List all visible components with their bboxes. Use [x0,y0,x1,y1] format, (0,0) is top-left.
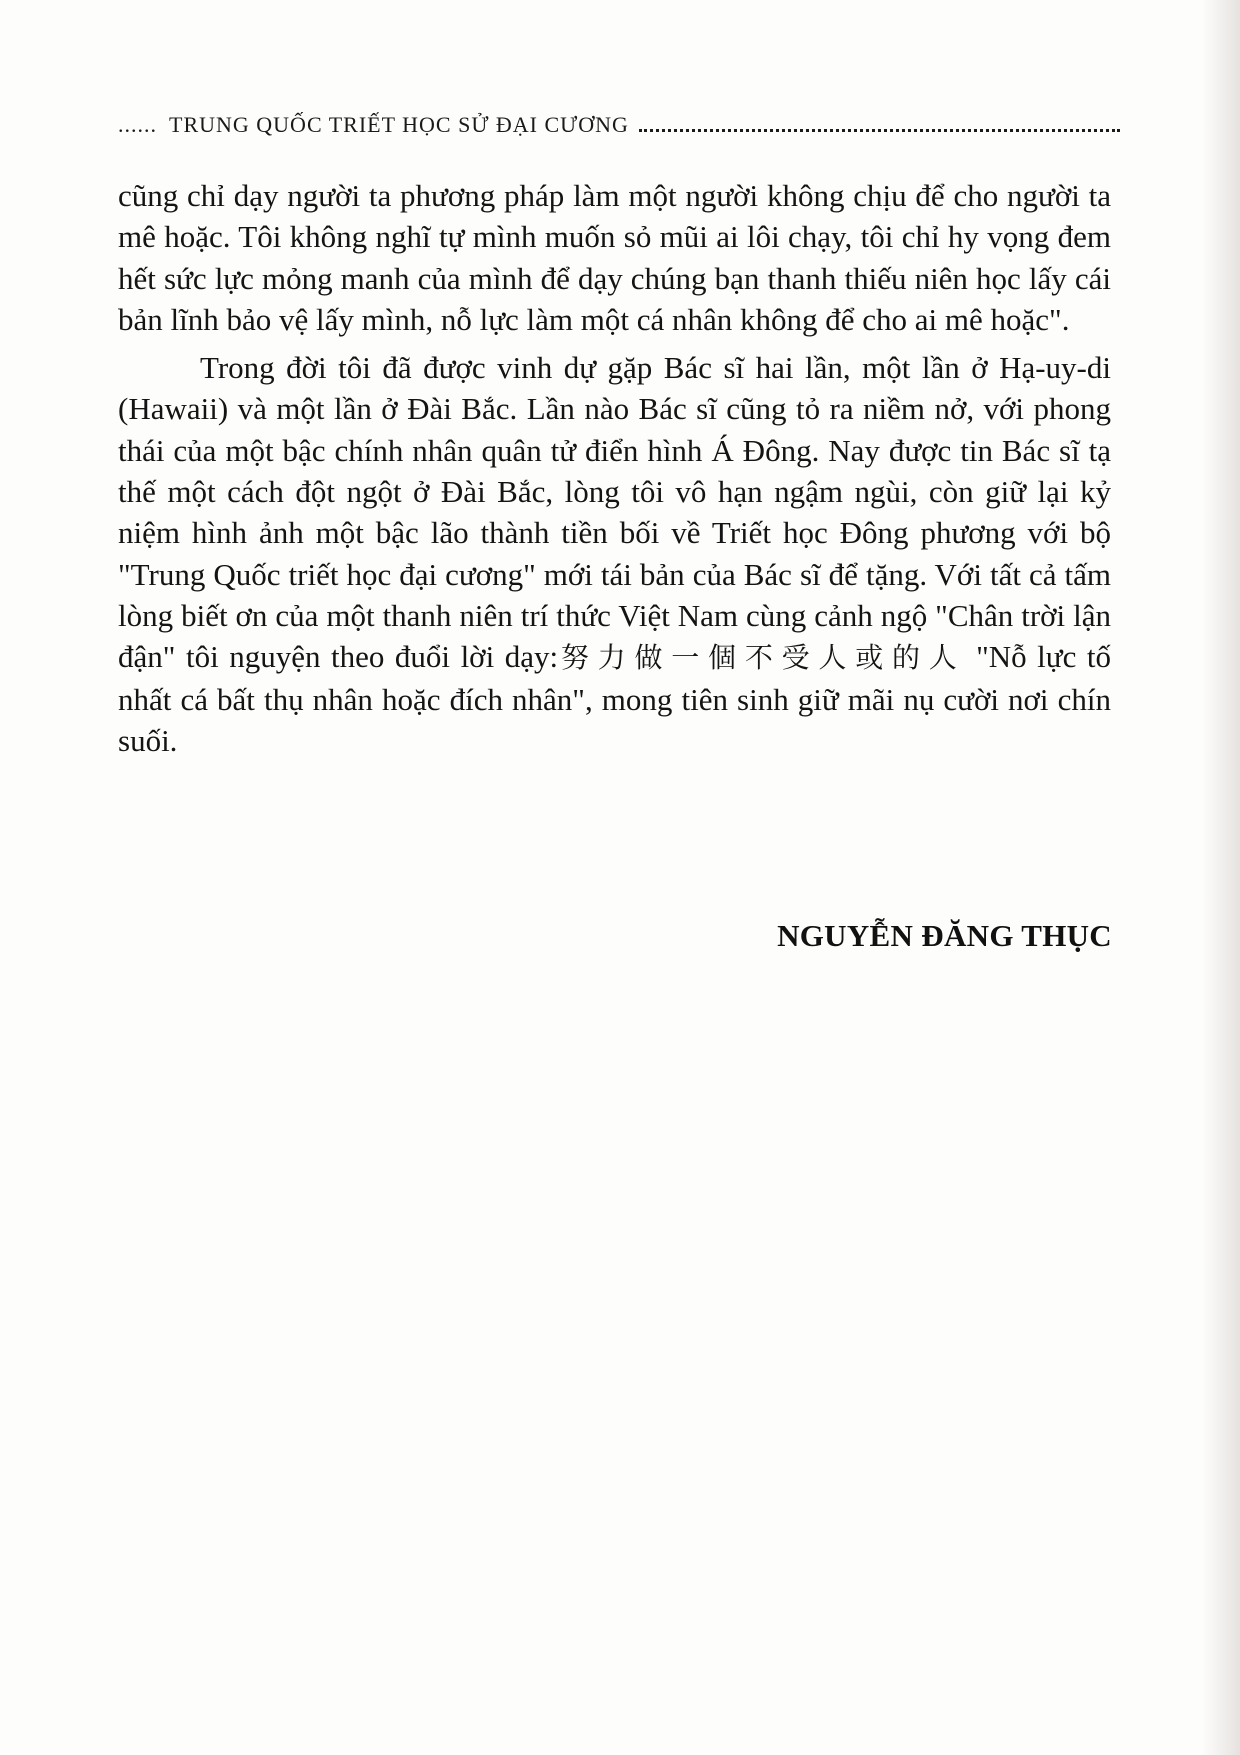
paragraph-1: cũng chỉ dạy người ta phương pháp làm một người không chịu để cho người ta mê hoặc. Tôi không nghĩ tự mình muốn sỏ mũi ai lôi chạy, tôi chỉ hy vọng đem hết sức lực mỏng manh của mình để dạy chúng bạn thanh thiếu niên học lấy cái bản lĩnh bảo vệ lấy mình, nỗ lực làm một cá nhân không để cho ai mê hoặc". [118,178,1111,337]
header-dotted-leader [639,129,1120,132]
header-leading-dots: ...... [118,112,157,137]
body-text [118,175,1111,761]
chinese-quote: 努力做一個不受人或的人 [558,641,966,675]
paragraph-2-text: Trong đời tôi đã được vinh dự gặp Bác sĩ hai lần, một lần ở Hạ-uy-di (Hawaii) và một lần ở Đài Bắc. Lần nào Bác sĩ cũng tỏ ra niềm nở, với phong thái của một bậc chính nhân quân tử điển hình Á Đông. Nay được tin Bác sĩ tạ thế một cách đột ngột ở Đài Bắc, lòng tôi vô hạn ngậm ngùi, còn giữ lại kỷ niệm hình ảnh một bậc lão thành tiền bối về Triết học Đông phương với bộ "Trung Quốc triết học đại cương" mới tái bản của Bác sĩ để tặng. Với tất cả tấm lòng biết ơn của một thanh niên trí thức Việt Nam cùng cảnh ngộ "Chân trời lận đận" tôi nguyện theo đuổi lời dạy: [118,350,1111,675]
scan-edge-shadow [1202,0,1240,1755]
paragraph-2 [118,347,1111,761]
paragraph-2-text-after: "Nỗ lực tố nhất cá bất thụ nhân hoặc đích nhân", mong tiên sinh giữ mãi nụ cười nơi chín suối. [118,639,1112,758]
running-header [118,112,1120,138]
author-signature: NGUYỄN ĐĂNG THỤC [777,918,1112,953]
header-title: TRUNG QUỐC TRIẾT HỌC SỬ ĐẠI CƯƠNG [169,112,629,137]
